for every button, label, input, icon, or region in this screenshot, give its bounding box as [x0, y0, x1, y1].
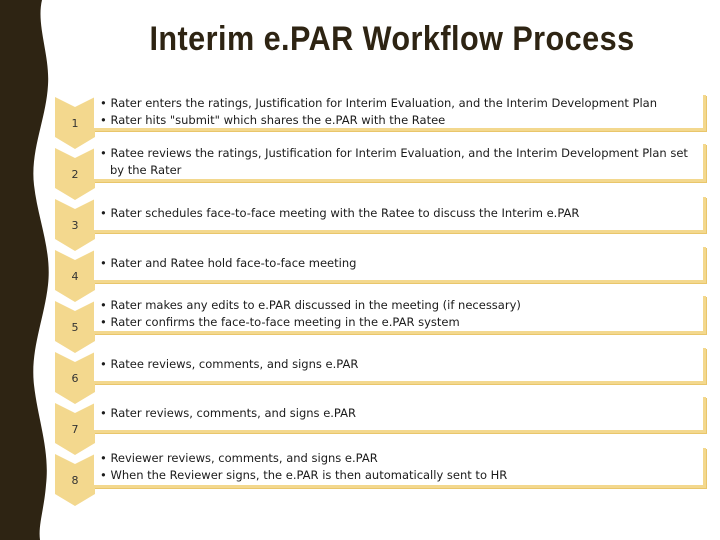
step-5-number: 5 — [71, 321, 79, 334]
step-1-chevron — [55, 97, 95, 149]
step-3-number: 3 — [71, 219, 79, 232]
step-2-chevron — [55, 148, 95, 200]
step-6-line-1: • Ratee reviews, comments, and signs e.PAR — [100, 356, 697, 373]
step-1-number: 1 — [71, 117, 79, 130]
step-8-number: 8 — [71, 474, 79, 487]
step-5-line-1: • Rater makes any edits to e.PAR discussed in the meeting (if necessary) — [100, 297, 697, 314]
step-6-box — [94, 348, 706, 384]
wavy-sidebar-decoration — [0, 0, 60, 540]
step-4-number: 4 — [71, 270, 79, 283]
step-6-chevron — [55, 352, 95, 404]
step-1-line-2: • Rater hits "submit" which shares the e.PAR with the Ratee — [100, 112, 697, 129]
step-6-number: 6 — [71, 372, 79, 385]
step-3-chevron — [55, 199, 95, 251]
step-2-box — [94, 144, 706, 182]
step-7-chevron — [55, 403, 95, 455]
step-5-line-2: • Rater confirms the face-to-face meeting in the e.PAR system — [100, 314, 697, 331]
step-4-chevron — [55, 250, 95, 302]
step-8-line-2: • When the Reviewer signs, the e.PAR is then automatically sent to HR — [100, 467, 697, 484]
step-2-number: 2 — [71, 168, 79, 181]
step-8-box — [94, 448, 706, 488]
step-1-line-1: • Rater enters the ratings, Justification for Interim Evaluation, and the Interim Development Plan — [100, 95, 697, 112]
step-4-line-1: • Rater and Ratee hold face-to-face meeting — [100, 255, 697, 272]
step-1-box — [94, 95, 706, 131]
step-5-chevron — [55, 301, 95, 353]
step-2-line-1: • Ratee reviews the ratings, Justification for Interim Evaluation, and the Interim Development Plan set by the Rater — [100, 145, 697, 179]
step-7-line-1: • Rater reviews, comments, and signs e.PAR — [100, 405, 697, 422]
step-7-box — [94, 397, 706, 433]
step-3-line-1: • Rater schedules face-to-face meeting with the Ratee to discuss the Interim e.PAR — [100, 205, 697, 222]
step-4-box — [94, 247, 706, 283]
step-8-line-1: • Reviewer reviews, comments, and signs e.PAR — [100, 450, 697, 467]
step-3-box — [94, 197, 706, 233]
page-title: Interim e.PAR Workflow Process — [149, 20, 635, 58]
step-8-chevron — [55, 454, 95, 506]
step-7-number: 7 — [71, 423, 79, 436]
step-5-box — [94, 296, 706, 334]
